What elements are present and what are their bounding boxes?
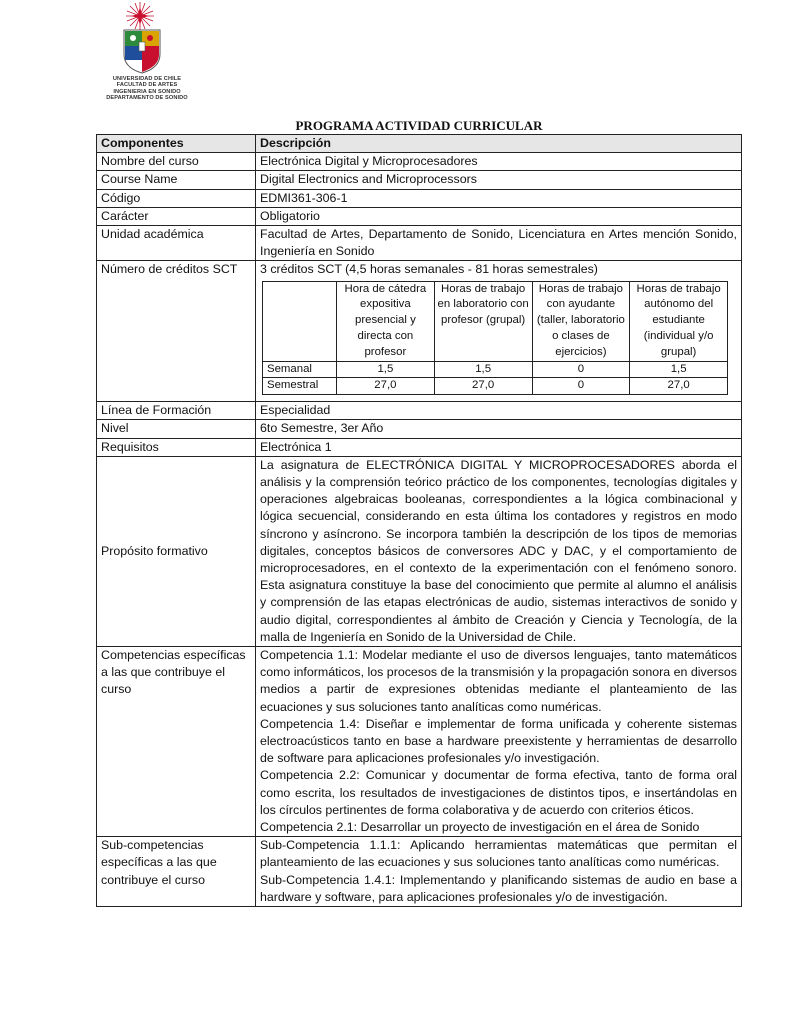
logo-text xyxy=(96,76,198,101)
table-row xyxy=(97,226,742,261)
header-descripcion: Descripción xyxy=(256,135,742,153)
row-label: Nivel xyxy=(97,420,256,438)
table-header-row xyxy=(97,135,742,153)
hours-value: 0 xyxy=(532,378,630,395)
table-row xyxy=(97,647,742,837)
logo-line: FACULTAD DE ARTES xyxy=(116,82,178,89)
hours-value: 27,0 xyxy=(630,378,728,395)
table-row xyxy=(97,456,742,646)
hours-row-semanal xyxy=(263,361,728,378)
row-label: Código xyxy=(97,189,256,207)
competencias-cell xyxy=(256,647,742,837)
hours-row-semestral xyxy=(263,378,728,395)
row-value: La asignatura de ELECTRÓNICA DIGITAL Y MICROPROCESADORES aborda el análisis y la comprensión teórico práctico de los componentes, tecnologías digitales y operaciones algebraicas booleanas, correspondientes a la lógica combinacional y lógica secuencial, considerando en esta última los contadores y registros en modo síncrono y asíncrono. Se incorpora también la descripción de los tipos de memorias digitales, conceptos básicos de conversores ADC y DAC, y el comportamiento de microprocesadores, en el contexto de la experimentación con el fenómeno sonoro. Esta asignatura constituye la base del conocimiento que permite al alumno el análisis y comprensión de las etapas electrónicas de audio, sistemas interactivos de sonido y audio digital, correspondientes al ámbito de Creación y Ciencia y Tecnología, de la malla de Ingeniería en Sonido de la Universidad de Chile. xyxy=(256,456,742,646)
row-value: EDMI361-306-1 xyxy=(256,189,742,207)
header-componentes: Componentes xyxy=(97,135,256,153)
hours-value: 1,5 xyxy=(630,361,728,378)
program-table xyxy=(96,134,742,907)
row-label: Course Name xyxy=(97,171,256,189)
hours-row-label: Semanal xyxy=(263,361,337,378)
hours-table xyxy=(262,281,728,396)
competencia-item: Competencia 2.2: Comunicar y documentar de forma efectiva, tanto de forma oral como escrita, los resultados de investigaciones de distintos tipos, e insertándolas en los círculos pertinentes de forma colaborativa y de acuerdo con criterios éticos. xyxy=(260,768,737,817)
hours-value: 27,0 xyxy=(337,378,435,395)
table-row xyxy=(97,402,742,420)
page-title: PROGRAMA ACTIVIDAD CURRICULAR xyxy=(295,118,543,133)
row-value: Facultad de Artes, Departamento de Sonido, Licenciatura en Artes mención Sonido, Ingeniería en Sonido xyxy=(256,226,742,261)
row-value: Electrónica 1 xyxy=(256,438,742,456)
credits-summary: 3 créditos SCT (4,5 horas semanales - 81 horas semestrales) xyxy=(260,262,598,277)
table-row xyxy=(97,438,742,456)
table-row xyxy=(97,153,742,171)
hours-value: 27,0 xyxy=(434,378,532,395)
table-row xyxy=(97,420,742,438)
table-row xyxy=(97,171,742,189)
row-label: Requisitos xyxy=(97,438,256,456)
row-label: Línea de Formación xyxy=(97,402,256,420)
row-label: Carácter xyxy=(97,207,256,225)
table-row xyxy=(97,261,742,402)
subcompetencia-item: Sub-Competencia 1.1.1: Aplicando herramientas matemáticas que permitan el planteamiento de las ecuaciones y sus soluciones tanto analíticas como numéricas. xyxy=(260,838,737,870)
row-value: 6to Semestre, 3er Año xyxy=(256,420,742,438)
hours-header: Horas de trabajo autónomo del estudiante (individual y/o grupal) xyxy=(630,281,728,361)
subcompetencias-cell xyxy=(256,837,742,907)
competencia-item: Competencia 2.1: Desarrollar un proyecto de investigación en el área de Sonido xyxy=(260,820,700,835)
table-row xyxy=(97,189,742,207)
credits-cell xyxy=(256,261,742,402)
row-label: Número de créditos SCT xyxy=(97,261,256,402)
hours-header: Horas de trabajo con ayudante (taller, laboratorio o clases de ejercicios) xyxy=(532,281,630,361)
logo-line: INGENIERIA EN SONIDO xyxy=(113,88,181,95)
row-value: Digital Electronics and Microprocessors xyxy=(256,171,742,189)
hours-value: 1,5 xyxy=(337,361,435,378)
row-label: Nombre del curso xyxy=(97,153,256,171)
hours-value: 0 xyxy=(532,361,630,378)
hours-header-empty xyxy=(263,281,337,361)
logo-line: DEPARTAMENTO DE SONIDO xyxy=(106,94,188,101)
hours-header-row xyxy=(263,281,728,361)
star-icon xyxy=(126,2,154,30)
row-value: Especialidad xyxy=(256,402,742,420)
row-label: Sub-competencias específicas a las que contribuye el curso xyxy=(97,837,256,907)
table-row xyxy=(97,207,742,225)
row-label: Competencias específicas a las que contribuye el curso xyxy=(97,647,256,837)
shield-icon xyxy=(122,28,162,74)
hours-header: Horas de trabajo en laboratorio con profesor (grupal) xyxy=(434,281,532,361)
competencia-item: Competencia 1.4: Diseñar e implementar de forma unificada y coherente sistemas electroacústicos tanto en base a hardware preexistente y herramientas de desarrollo de software para aplicaciones profesionales y/o investigación. xyxy=(260,716,737,766)
table-row xyxy=(97,837,742,907)
competencia-item: Competencia 1.1: Modelar mediante el uso de diversos lenguajes, tanto matemáticos como informáticos, los procesos de la transmisión y la propagación sonora en diversos medios a partir de expresiones obtenidas mediante el planteamiento de las ecuaciones y sus soluciones tanto analíticas como numéricas. xyxy=(260,648,737,714)
logo-line: UNIVERSIDAD DE CHILE xyxy=(112,76,182,82)
row-value: Obligatorio xyxy=(256,207,742,225)
row-value: Electrónica Digital y Microprocesadores xyxy=(256,153,742,171)
hours-row-label: Semestral xyxy=(263,378,337,395)
hours-header: Hora de cátedra expositiva presencial y directa con profesor xyxy=(337,281,435,361)
subcompetencia-item: Sub-Competencia 1.4.1: Implementando y planificando sistemas de audio en base a hardware y software, para aplicaciones profesionales y/o de investigación. xyxy=(260,872,737,904)
hours-value: 1,5 xyxy=(434,361,532,378)
row-label: Unidad académica xyxy=(97,226,256,261)
row-label: Propósito formativo xyxy=(97,456,256,646)
